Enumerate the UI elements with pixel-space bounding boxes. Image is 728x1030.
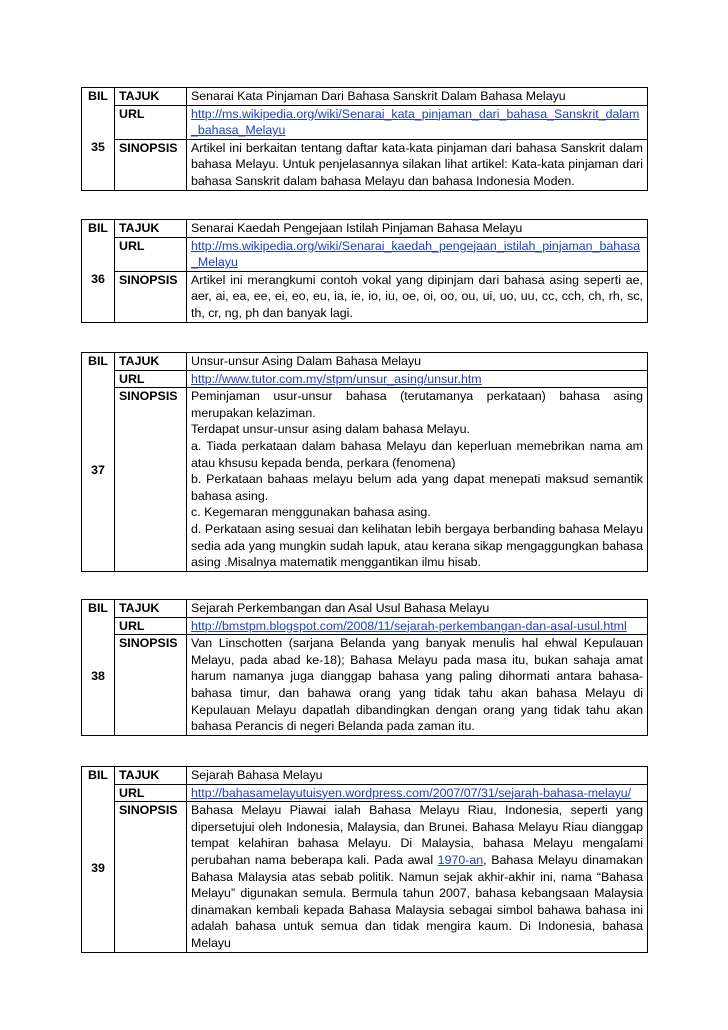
tajuk-value: Unsur-unsur Asing Dalam Bahasa Melayu bbox=[187, 353, 648, 371]
bil-header: BIL bbox=[82, 220, 115, 238]
url-label: URL bbox=[115, 370, 187, 388]
sinopsis-value bbox=[187, 388, 648, 572]
url-link[interactable]: http://bmstpm.blogspot.com/2008/11/sejarah-perkembangan-dan-asal-usul.html bbox=[191, 618, 627, 633]
tajuk-value: Senarai Kata Pinjaman Dari Bahasa Sanskrit Dalam Bahasa Melayu bbox=[187, 88, 648, 106]
sinopsis-paragraph: b. Perkataan bahaas melayu belum ada yang dapat menepati maksud semantik bahasa asing. bbox=[191, 472, 643, 503]
url-link[interactable]: http://ms.wikipedia.org/wiki/Senarai_kaedah_pengejaan_istilah_pinjaman_bahasa_Melayu bbox=[191, 238, 641, 270]
entry-table-35 bbox=[81, 87, 648, 191]
sinopsis-paragraph: Peminjaman usur-unsur bahasa (terutamanya perkataan) bahasa asing merupakan kelaziman. bbox=[191, 389, 643, 420]
sinopsis-value bbox=[187, 802, 648, 952]
sinopsis-inline-link[interactable]: 1970-an bbox=[437, 852, 484, 867]
url-link[interactable]: http://bahasamelayutuisyen.wordpress.com/2007/07/31/sejarah-bahasa-melayu/ bbox=[191, 785, 632, 800]
sinopsis-paragraph bbox=[191, 802, 643, 951]
entry-table-37 bbox=[81, 352, 648, 572]
sinopsis-value bbox=[187, 635, 648, 736]
url-link[interactable]: http://ms.wikipedia.org/wiki/Senarai_kata_pinjaman_dari_bahasa_Sanskrit_dalam_bahasa_Melayu bbox=[191, 106, 640, 138]
url-label: URL bbox=[115, 105, 187, 139]
bil-header: BIL bbox=[82, 767, 115, 785]
entry-number: 36 bbox=[82, 237, 115, 322]
entry-table-39 bbox=[81, 766, 648, 953]
url-label: URL bbox=[115, 617, 187, 635]
entry-number: 35 bbox=[82, 105, 115, 190]
sinopsis-value bbox=[187, 139, 648, 190]
tajuk-value: Senarai Kaedah Pengejaan Istilah Pinjaman Bahasa Melayu bbox=[187, 220, 648, 238]
entry-number: 38 bbox=[82, 617, 115, 735]
entry-table-36 bbox=[81, 219, 648, 323]
tajuk-value: Sejarah Bahasa Melayu bbox=[187, 767, 648, 785]
sinopsis-label: SINOPSIS bbox=[115, 139, 187, 190]
sinopsis-paragraph: d. Perkataan asing sesuai dan kelihatan lebih bergaya berbanding bahasa Melayu sedia ada yang mungkin sudah lapuk, atau kerana sikap mengaggungkan bahasa asing .Misalnya matematik menggantikan ilmu hisab. bbox=[191, 521, 643, 570]
sinopsis-paragraph: Artikel ini merangkumi contoh vokal yang dipinjam dari bahasa asing seperti ae, aer, ai, ea, ee, ei, eo, eu, ia, ie, io, iu, oe, oi, oo, ou, ui, uo, uu, cc, cch, ch, rh, sc, th, cr, ng, ph dan banyak lagi. bbox=[191, 272, 643, 320]
tajuk-label: TAJUK bbox=[115, 353, 187, 371]
tajuk-label: TAJUK bbox=[115, 220, 187, 238]
sinopsis-value bbox=[187, 271, 648, 322]
sinopsis-text-after-link: , Bahasa Melayu dinamakan Bahasa Malaysia atas sebab politik. Namun sejak akhir-akhir ini, nama “Bahasa Melayu” digunakan semula. Bermula tahun 2007, bahasa kebangsaan Malaysia dinamakan kembali kepada Bahasa Malaysia sebagai simbol bahawa bahasa ini adalah bahasa untuk semua dan tidak mengira kaum. Di Indonesia, bahasa Melayu bbox=[191, 852, 643, 950]
sinopsis-label: SINOPSIS bbox=[115, 802, 187, 952]
tajuk-label: TAJUK bbox=[115, 600, 187, 618]
sinopsis-paragraph: c. Kegemaran menggunakan bahasa asing. bbox=[191, 505, 431, 520]
sinopsis-paragraph: a. Tiada perkataan dalam bahasa Melayu dan keperluan memebrikan nama am atau khsusu kepada benda, perkara (fenomena) bbox=[191, 438, 643, 470]
sinopsis-text-before-link: Bahasa Melayu Piawai ialah Bahasa Melayu Riau, Indonesia, seperti yang dipersetujui oleh Indonesia, Malaysia, dan Brunei. Bahasa Melayu Riau dianggap tempat kelahiran bahasa Melayu. Di Malaysia, bahasa Melayu mengalami perubahan nama beberapa kali. Pada awal bbox=[191, 803, 643, 867]
entry-number: 39 bbox=[82, 784, 115, 952]
url-label: URL bbox=[115, 784, 187, 802]
tajuk-label: TAJUK bbox=[115, 767, 187, 785]
url-label: URL bbox=[115, 237, 187, 271]
sinopsis-label: SINOPSIS bbox=[115, 635, 187, 736]
tajuk-label: TAJUK bbox=[115, 88, 187, 106]
sinopsis-label: SINOPSIS bbox=[115, 271, 187, 322]
sinopsis-paragraph: Van Linschotten (sarjana Belanda yang banyak menulis hal ehwal Kepulauan Melayu, pada abad ke-18); Bahasa Melayu pada masa itu, bukan sahaja amat harum namanya juga dianggap bahasa yang paling dihormati antara bahasa-bahasa timur, dan bahawa orang yang tidak tahu akan bahasa Melayu di Kepulauan Melayu dapatlah dibandingkan dengan orang yang tidak tahu akan bahasa Perancis di negeri Belanda pada zaman itu. bbox=[191, 636, 643, 734]
entry-table-38 bbox=[81, 599, 648, 736]
bil-header: BIL bbox=[82, 353, 115, 371]
sinopsis-paragraph: Terdapat unsur-unsur asing dalam bahasa Melayu. bbox=[191, 422, 470, 437]
sinopsis-paragraph: Artikel ini berkaitan tentang daftar kata-kata pinjaman dari bahasa Sanskrit dalam bahasa Melayu. Untuk penjelasannya silakan lihat artikel: Kata-kata pinjaman dari bahasa Sanskrit dalam bahasa Melayu dan bahasa Indonesia Moden. bbox=[191, 140, 643, 188]
entry-number: 37 bbox=[82, 370, 115, 571]
bil-header: BIL bbox=[82, 600, 115, 618]
sinopsis-label: SINOPSIS bbox=[115, 388, 187, 572]
url-link[interactable]: http://www.tutor.com.my/stpm/unsur_asing/unsur.htm bbox=[191, 371, 482, 386]
tajuk-value: Sejarah Perkembangan dan Asal Usul Bahasa Melayu bbox=[187, 600, 648, 618]
bil-header: BIL bbox=[82, 88, 115, 106]
